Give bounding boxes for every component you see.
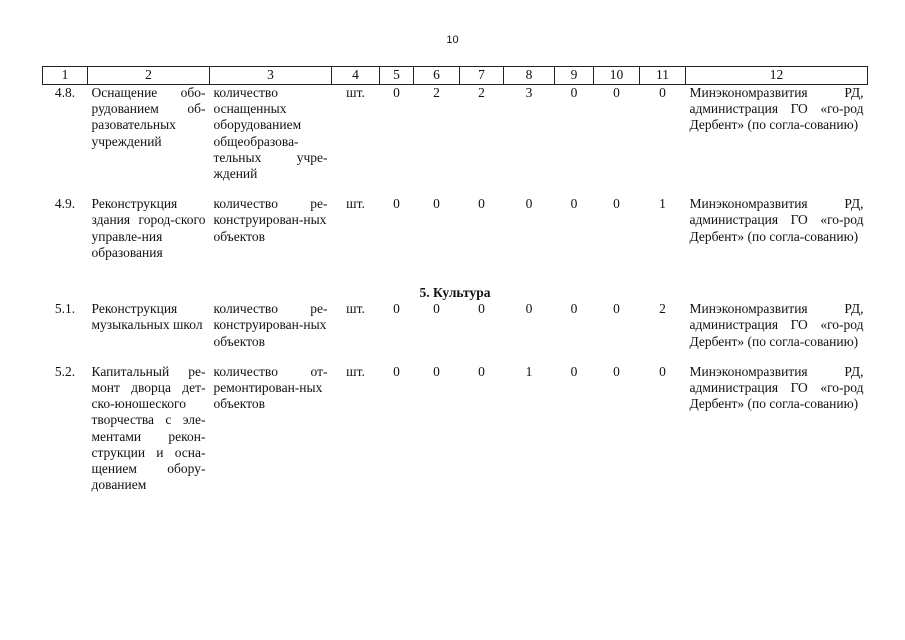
- row-value: 0: [570, 301, 578, 317]
- row-unit: шт.: [346, 85, 365, 100]
- row-value: 3: [525, 85, 533, 100]
- row-value: 0: [570, 85, 578, 100]
- row-value: 0: [393, 301, 400, 317]
- row-value: 0: [478, 363, 485, 379]
- row-value: 2: [659, 301, 666, 317]
- section-row: [43, 285, 868, 301]
- row-value: 0: [570, 196, 578, 212]
- row-value: 0: [393, 363, 400, 379]
- row-name: Реконструкция музыкальных школ: [91, 301, 203, 333]
- row-value: 0: [525, 301, 533, 317]
- row-indicator: количество от-ремонтирован-ных объектов: [213, 363, 328, 412]
- row-executor: Минэкономразвития РД, администрация ГО «го-род Дербент» (по согла-сованию): [689, 301, 864, 349]
- row-name: Капитальный ре-монт дворца дет-ско-юношеского творчества с эле-ментами рекон-струкции и осна-щением обору-дованием: [91, 363, 206, 493]
- column-number-header: [43, 67, 868, 85]
- table-row: [43, 364, 868, 494]
- row-value: 0: [613, 196, 620, 212]
- row-value: 0: [478, 301, 485, 317]
- row-value: 0: [393, 85, 400, 100]
- row-value: 0: [570, 363, 578, 379]
- row-value: 0: [525, 196, 533, 212]
- page-number: 10: [446, 34, 459, 46]
- row-value: 1: [525, 363, 533, 379]
- table-row: [43, 196, 868, 261]
- table-row: [43, 301, 868, 350]
- row-number: 5.2.: [54, 363, 76, 379]
- row-value: 2: [478, 85, 485, 100]
- row-indicator: количество ре-конструирован-ных объектов: [213, 301, 328, 349]
- row-value: 0: [613, 363, 620, 379]
- col-header: 7: [460, 67, 504, 85]
- row-unit: шт.: [346, 363, 365, 379]
- row-number: 4.8.: [54, 85, 76, 100]
- col-header: 12: [686, 67, 868, 85]
- table-row: [43, 85, 868, 183]
- col-header: 10: [594, 67, 640, 85]
- row-name: Реконструкция здания город-ского управле-ния образования: [91, 196, 206, 260]
- col-header: 3: [210, 67, 332, 85]
- program-table: [42, 66, 868, 493]
- row-executor: Минэкономразвития РД, администрация ГО «го-род Дербент» (по согла-сованию): [689, 196, 864, 244]
- col-header: 6: [414, 67, 460, 85]
- row-value: 0: [613, 301, 620, 317]
- row-number: 4.9.: [54, 196, 76, 212]
- row-executor: Минэкономразвития РД, администрация ГО «го-род Дербент» (по согла-сованию): [689, 85, 864, 133]
- row-indicator: количество оснащенных оборудованием общеобразова-тельных учре-ждений: [213, 85, 328, 182]
- col-header: 9: [555, 67, 594, 85]
- row-value: 0: [613, 85, 620, 100]
- col-header: 2: [88, 67, 210, 85]
- row-value: 2: [433, 85, 440, 100]
- row-value: 0: [433, 363, 440, 379]
- row-name: Оснащение обо-рудованием об-разовательных учреждений: [91, 85, 206, 149]
- col-header: 4: [332, 67, 380, 85]
- row-unit: шт.: [346, 301, 365, 317]
- row-value: 0: [659, 363, 666, 379]
- col-header: 5: [380, 67, 414, 85]
- section-title: 5. Культура: [419, 285, 491, 301]
- col-header: 11: [640, 67, 686, 85]
- row-executor: Минэкономразвития РД, администрация ГО «го-род Дербент» (по согла-сованию): [689, 363, 864, 412]
- row-value: 0: [393, 196, 400, 212]
- row-unit: шт.: [346, 196, 365, 212]
- row-value: 0: [478, 196, 485, 212]
- row-number: 5.1.: [54, 301, 76, 317]
- row-indicator: количество ре-конструирован-ных объектов: [213, 196, 328, 244]
- row-value: 0: [433, 301, 440, 317]
- col-header: 8: [504, 67, 555, 85]
- row-value: 0: [433, 196, 440, 212]
- col-header: 1: [43, 67, 88, 85]
- row-value: 1: [659, 196, 666, 212]
- row-value: 0: [659, 85, 666, 100]
